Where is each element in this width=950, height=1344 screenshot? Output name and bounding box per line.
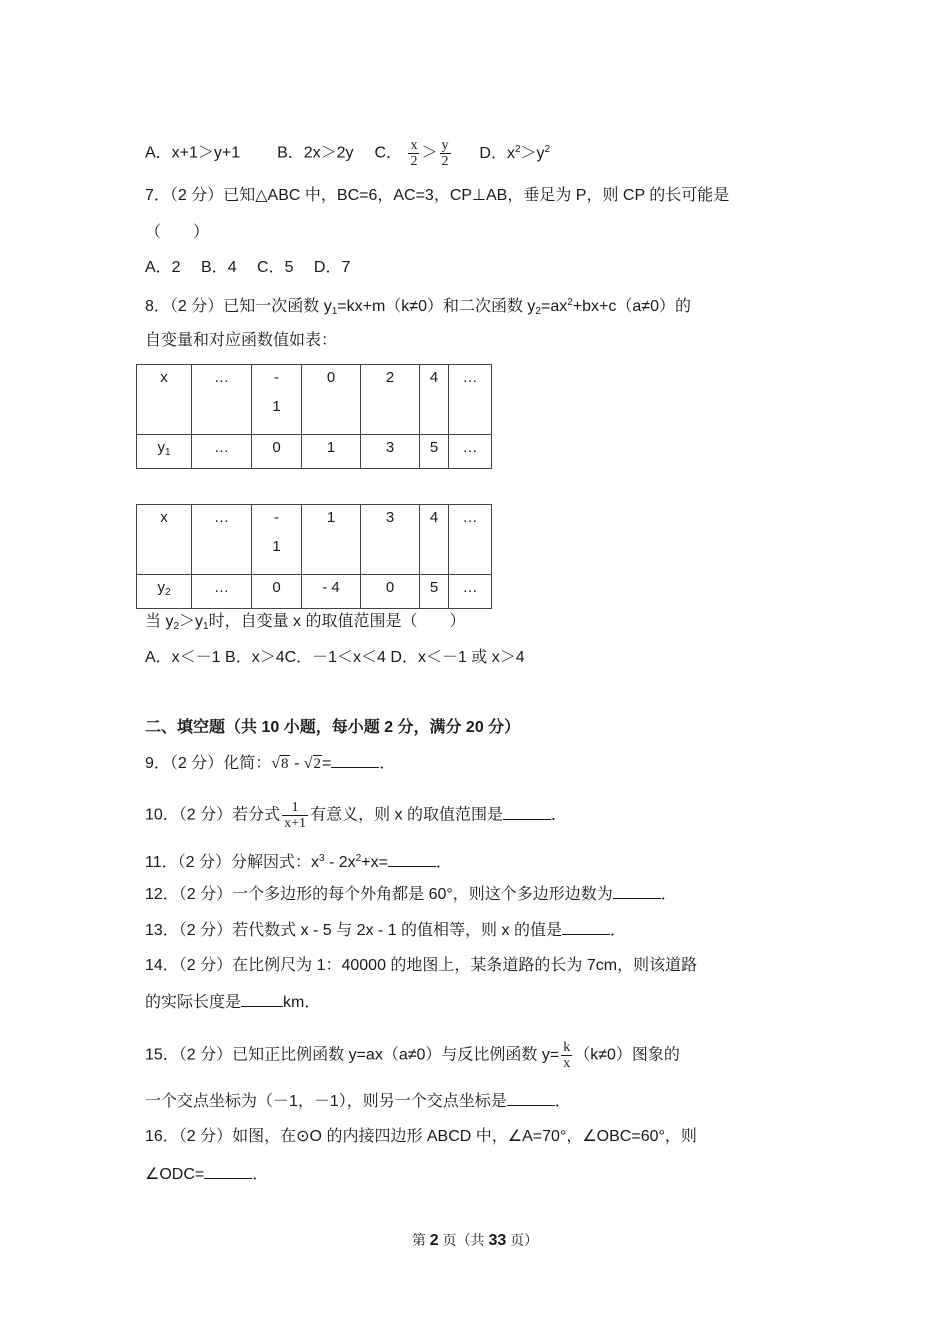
sqrt-8: √8	[271, 755, 289, 772]
answer-blank[interactable]	[204, 1163, 252, 1179]
table-cell: …	[449, 575, 492, 609]
q16-line1: 16．（2 分）如图，在⊙O 的内接四边形 ABCD 中，∠A=70°，∠OBC=60°，则	[145, 1128, 697, 1145]
table-cell: 4	[420, 365, 449, 435]
q12: 12．（2 分）一个多边形的每个外角都是 60°，则这个多边形边数为 ．	[145, 883, 677, 906]
q8-condition: 当 $y_2>y_1$时，自变量 x 的取值范围是（ ）	[145, 613, 466, 632]
q7-stem: 7．（2 分）已知△ABC 中，BC=6，AC=3，CP⊥AB，垂足为 P，则 CP 的长可能是	[145, 187, 730, 204]
section-heading: 二、填空题（共 10 小题，每小题 2 分，满分 20 分）	[145, 719, 521, 736]
page-footer: 第 2 页（共 33 页）	[411, 1232, 539, 1249]
table-cell: $y_2$	[137, 575, 192, 609]
q8-stem: 8．（2 分）已知一次函数 $y_1=kx+m(k\ne 0)$和二次函数 $y_2=ax^2+bx+c(a\ne 0)$的	[145, 297, 691, 317]
table-row	[137, 575, 492, 609]
q9: 9．（2 分）化简：√8 - √2= ．	[145, 752, 395, 775]
table-cell: …	[449, 365, 492, 435]
table-row	[137, 365, 492, 435]
answer-blank[interactable]	[613, 883, 661, 899]
q16-line2: ∠ODC= ．	[145, 1163, 268, 1186]
answer-blank[interactable]	[503, 804, 551, 820]
table-cell: 0	[361, 575, 420, 609]
q7-paren: （ ）	[145, 224, 210, 241]
table-cell: 1	[302, 505, 361, 575]
table-row	[137, 505, 492, 575]
table-cell: 3	[361, 505, 420, 575]
table-cell: - 4	[302, 575, 361, 609]
q15-line2: 一个交点坐标为（－1，－1），则另一个交点坐标是 ．	[145, 1090, 571, 1113]
q11: 11．（2 分）分解因式：$x^3 - 2x^2+x=$ ．	[145, 853, 452, 871]
table-cell: 1	[302, 435, 361, 469]
table-cell: …	[449, 505, 492, 575]
q6-option-a: A．x+1＞y+1	[145, 144, 241, 162]
value-table-y2	[136, 504, 492, 609]
table-cell: 0	[252, 575, 302, 609]
table-cell: …	[192, 435, 252, 469]
answer-blank[interactable]	[241, 991, 283, 1007]
table-cell: …	[192, 365, 252, 435]
table-cell: 5	[420, 575, 449, 609]
q8-stem-line2: 自变量和对应函数值如表：	[145, 332, 338, 349]
q10: 10．（2 分）若分式 $\frac{1}{x+1}$ 有意义，则 x 的取值范围是 ．	[145, 800, 567, 831]
table-cell: …	[192, 505, 252, 575]
table-cell: 3	[361, 435, 420, 469]
q6-options	[145, 138, 550, 169]
answer-blank[interactable]	[331, 752, 379, 768]
table-row	[137, 435, 492, 469]
q6-fraction-y: $\frac{y}{2}$	[441, 138, 449, 169]
table-cell: 5	[420, 435, 449, 469]
table-cell: …	[449, 435, 492, 469]
q6-relation: ＞	[421, 144, 438, 162]
q14-line1: 14．（2 分）在比例尺为 1：40000 的地图上，某条道路的长为 7cm，则该道路	[145, 957, 698, 974]
q14-line2: 的实际长度是 km．	[145, 991, 320, 1014]
value-table-y1	[136, 364, 492, 469]
table-cell: x	[137, 505, 192, 575]
q7-options: A．2 B．4 C．5 D．7	[145, 259, 351, 276]
table-cell: - 1	[252, 365, 302, 435]
q6-option-b: B．2x＞2y	[277, 144, 354, 162]
page-number: 2	[429, 1232, 439, 1249]
table-cell: - 1	[252, 505, 302, 575]
table-cell: 4	[420, 505, 449, 575]
table-cell: 0	[252, 435, 302, 469]
table-cell: …	[192, 575, 252, 609]
q6-option-c-label: C．	[374, 144, 403, 162]
q6-fraction-x: $\frac{x}{2}$	[410, 138, 418, 169]
table-cell: x	[137, 365, 192, 435]
table-cell: 0	[302, 365, 361, 435]
q15-fraction: $\frac{k}{x}$	[563, 1040, 571, 1071]
table-cell: $y_1$	[137, 435, 192, 469]
answer-blank[interactable]	[562, 919, 610, 935]
q8-options: A．x＜－1 B．x＞4C．－1＜x＜4 D．x＜－1 或 x＞4	[145, 649, 525, 666]
answer-blank[interactable]	[388, 851, 436, 867]
table-cell: 2	[361, 365, 420, 435]
sqrt-2: √2	[303, 755, 322, 772]
q15-line1: 15．（2 分）已知正比例函数 y=ax（a≠0）与反比例函数 y= $\frac{k}{x}$ （k≠0）图象的	[145, 1040, 680, 1071]
answer-blank[interactable]	[507, 1090, 555, 1106]
page-total: 33	[488, 1232, 507, 1249]
q13: 13．（2 分）若代数式 x - 5 与 2x - 1 的值相等，则 x 的值是 ．	[145, 919, 626, 942]
q10-fraction: $\frac{1}{x+1}$	[284, 800, 307, 831]
q6-option-d: D．$x^2>y^2$	[479, 143, 551, 162]
